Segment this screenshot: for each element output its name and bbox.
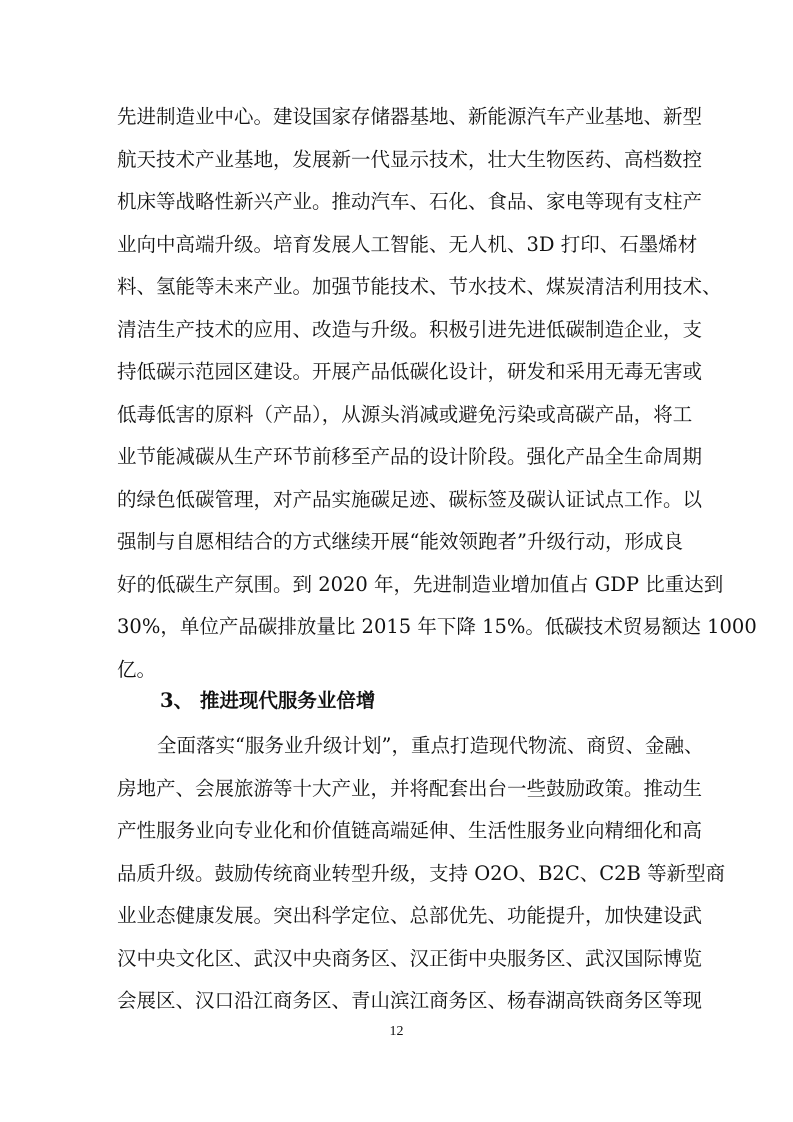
- text-line: 清洁生产技术的应用、改造与升级。积极引进先进低碳制造企业，支: [117, 318, 703, 341]
- text-line: 料、氢能等未来产业。加强节能技术、节水技术、煤炭清洁利用技术、: [117, 275, 722, 298]
- text-line: 30%，单位产品碳排放量比 2015 年下降 15%。低碳技术贸易额达 1000: [117, 615, 757, 638]
- text-line: 汉中央文化区、武汉中央商务区、汉正街中央服务区、武汉国际博览: [117, 947, 703, 970]
- text-line: 亿。: [117, 658, 157, 681]
- text-line: 全面落实“服务业升级计划”，重点打造现代物流、商贸、金融、: [157, 734, 704, 757]
- text-line: 航天技术产业基地，发展新一代显示技术，壮大生物医药、高档数控: [117, 148, 703, 171]
- text-line: 产性服务业向专业化和价值链高端延伸、生活性服务业向精细化和高: [117, 819, 703, 842]
- text-line: 强制与自愿相结合的方式继续开展“能效领跑者”升级行动，形成良: [117, 530, 683, 553]
- text-line: 品质升级。鼓励传统商业转型升级，支持 O2O、B2C、C2B 等新型商: [117, 862, 726, 885]
- text-line: 房地产、会展旅游等十大产业，并将配套出台一些鼓励政策。推动生: [117, 777, 703, 800]
- section-heading: 3、 推进现代服务业倍增: [160, 689, 376, 712]
- page-number: 12: [389, 1024, 404, 1039]
- text-line: 低毒低害的原料（产品），从源头消减或避免污染或高碳产品，将工: [117, 403, 693, 426]
- text-line: 的绿色低碳管理，对产品实施碳足迹、碳标签及碳认证试点工作。以: [117, 488, 703, 511]
- text-line: 好的低碳生产氛围。到 2020 年，先进制造业增加值占 GDP 比重达到: [117, 573, 724, 596]
- text-line: 机床等战略性新兴产业。推动汽车、石化、食品、家电等现有支柱产: [117, 190, 703, 213]
- text-line: 会展区、汉口沿江商务区、青山滨江商务区、杨春湖高铁商务区等现: [117, 989, 703, 1012]
- text-line: 业业态健康发展。突出科学定位、总部优先、功能提升，加快建设武: [117, 904, 703, 927]
- text-line: 持低碳示范园区建设。开展产品低碳化设计，研发和采用无毒无害或: [117, 360, 703, 383]
- text-line: 先进制造业中心。建设国家存储器基地、新能源汽车产业基地、新型: [117, 105, 703, 128]
- text-line: 业节能减碳从生产环节前移至产品的设计阶段。强化产品全生命周期: [117, 445, 703, 468]
- text-line: 业向中高端升级。培育发展人工智能、无人机、3D 打印、石墨烯材: [117, 233, 698, 256]
